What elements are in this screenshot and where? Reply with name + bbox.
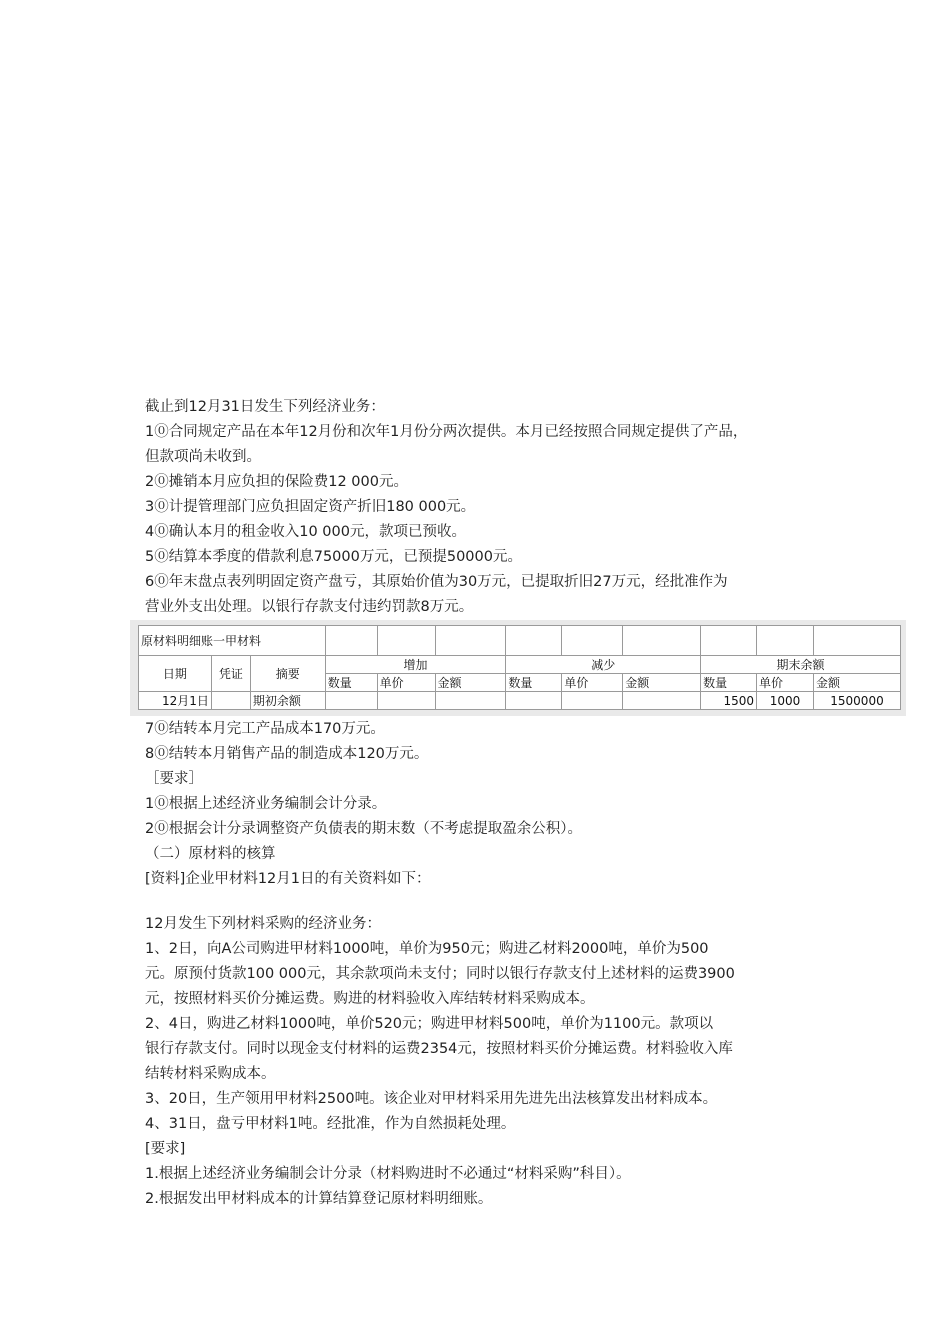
header-increase: 增加 <box>325 656 506 674</box>
text-line: 1⓪合同规定产品在本年12月份和次年1月份分两次提供。本月已经按照合同规定提供了产品， <box>145 424 748 440</box>
text-line: 3、20日，生产领用甲材料2500吨。该企业对甲材料采用先进先出法核算发出材料成本。 <box>145 1091 718 1107</box>
text-line: 2⓪根据会计分录调整资产负债表的期末数（不考虑提取盈余公积）。 <box>145 821 582 837</box>
cell-summary: 期初余额 <box>250 692 325 710</box>
text-line: 12月发生下列材料采购的经济业务： <box>145 916 381 932</box>
text-line: 结转材料采购成本。 <box>145 1066 276 1082</box>
header-qty: 数量 <box>701 674 757 692</box>
text-line: 元。原预付货款100 000元，其余款项尚未支付；同时以银行存款支付上述材料的运费3900 <box>145 966 735 982</box>
text-line: 7⓪结转本月完工产品成本170万元。 <box>145 721 385 737</box>
text-line: 但款项尚未收到。 <box>145 449 261 465</box>
cell-balance-amount: 1500000 <box>813 692 900 710</box>
text-line: 8⓪结转本月销售产品的制造成本120万元。 <box>145 746 429 762</box>
header-decrease: 减少 <box>506 656 701 674</box>
text-line: 3⓪计提管理部门应负担固定资产折旧180 000元。 <box>145 499 476 515</box>
header-price: 单价 <box>562 674 623 692</box>
header-amount: 金额 <box>435 674 506 692</box>
text-line: 5⓪结算本季度的借款利息75000万元，已预提50000元。 <box>145 549 522 565</box>
text-line: 4、31日，盘亏甲材料1吨。经批准，作为自然损耗处理。 <box>145 1116 516 1132</box>
header-price: 单价 <box>377 674 435 692</box>
text-line: 银行存款支付。同时以现金支付材料的运费2354元，按照材料买价分摊运费。材料验收入库 <box>145 1041 733 1057</box>
header-qty: 数量 <box>506 674 562 692</box>
cell-date: 12月1日 <box>139 692 212 710</box>
problem-text-middle <box>145 717 825 892</box>
cell-voucher <box>211 692 250 710</box>
text-line: 4⓪确认本月的租金收入10 000元，款项已预收。 <box>145 524 466 540</box>
table-row <box>139 692 901 710</box>
problem-text-top <box>145 395 825 620</box>
section-heading: （二）原材料的核算 <box>145 846 276 862</box>
text-line: 元，按照材料买价分摊运费。购进的材料验收入库结转材料采购成本。 <box>145 991 595 1007</box>
text-line: 1.根据上述经济业务编制会计分录（材料购进时不必通过“材料采购”科目）。 <box>145 1166 631 1182</box>
header-voucher: 凭证 <box>211 656 250 692</box>
problem-text-bottom <box>145 912 825 1212</box>
header-summary: 摘要 <box>250 656 325 692</box>
text-line: [资料]企业甲材料12月1日的有关资料如下： <box>145 871 431 887</box>
cell-balance-qty: 1500 <box>701 692 757 710</box>
text-line: 营业外支出处理。以银行存款支付违约罚款8万元。 <box>145 599 474 615</box>
text-line: 截止到12月31日发生下列经济业务： <box>145 399 385 415</box>
text-line: [要求] <box>145 1141 186 1157</box>
header-amount: 金额 <box>623 674 701 692</box>
text-line: 2.根据发出甲材料成本的计算结算登记原材料明细账。 <box>145 1191 493 1207</box>
text-line: 1、2日，向A公司购进甲材料1000吨，单价为950元；购进乙材料2000吨，单价为500 <box>145 941 709 957</box>
text-line: 2⓪摊销本月应负担的保险费12 000元。 <box>145 474 408 490</box>
text-line: 2、4日，购进乙材料1000吨，单价520元；购进甲材料500吨，单价为1100元。款项以 <box>145 1016 714 1032</box>
header-date: 日期 <box>139 656 212 692</box>
ledger-title: 原材料明细账一甲材料 <box>139 626 326 656</box>
header-amount: 金额 <box>813 674 900 692</box>
text-line: 6⓪年末盘点表列明固定资产盘亏，其原始价值为30万元，已提取折旧27万元，经批准作为 <box>145 574 728 590</box>
header-price: 单价 <box>757 674 814 692</box>
header-qty: 数量 <box>325 674 377 692</box>
header-balance: 期末余额 <box>701 656 901 674</box>
ledger-table-image <box>130 620 906 716</box>
ledger-table <box>138 625 901 710</box>
cell-balance-price: 1000 <box>757 692 814 710</box>
text-line: ［要求］ <box>145 771 203 787</box>
text-line: 1⓪根据上述经济业务编制会计分录。 <box>145 796 387 812</box>
